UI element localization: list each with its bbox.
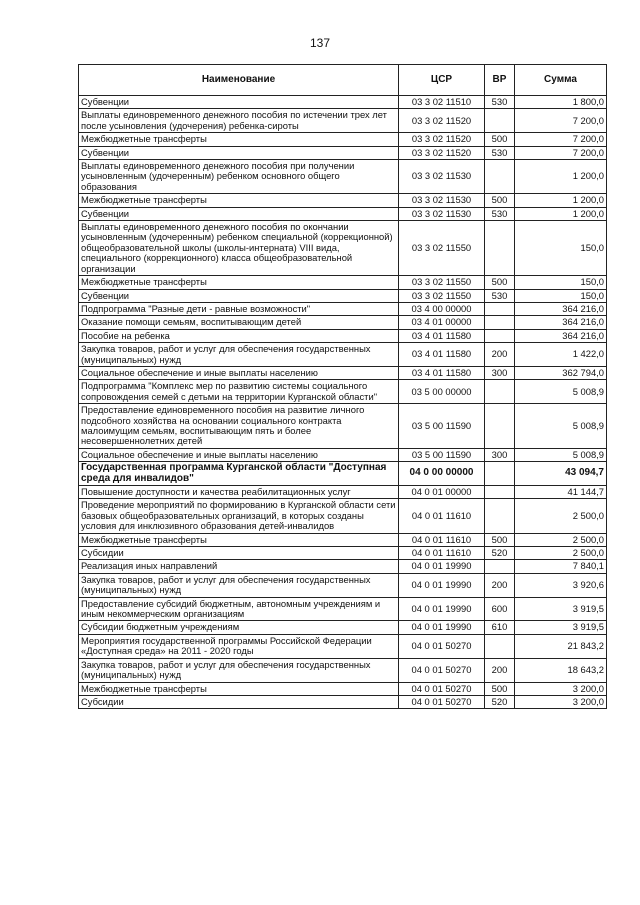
header-sum: Сумма: [515, 65, 607, 96]
table-row: [79, 316, 607, 329]
cell-vr: 500: [485, 133, 515, 146]
cell-csr: 03 3 02 11510: [399, 96, 485, 109]
cell-sum: 5 008,9: [515, 448, 607, 461]
cell-csr: 04 0 01 11610: [399, 547, 485, 560]
table-row: [79, 160, 607, 194]
header-csr: ЦСР: [399, 65, 485, 96]
cell-csr: 04 0 01 19990: [399, 597, 485, 621]
table-row: [79, 329, 607, 342]
cell-csr: 03 3 02 11550: [399, 289, 485, 302]
cell-sum: 7 840,1: [515, 560, 607, 573]
cell-vr: 600: [485, 597, 515, 621]
table-row: [79, 207, 607, 220]
cell-sum: 1 200,0: [515, 160, 607, 194]
cell-sum: 2 500,0: [515, 499, 607, 533]
table-row: [79, 194, 607, 207]
cell-vr: 530: [485, 207, 515, 220]
cell-vr: 200: [485, 658, 515, 682]
header-vr: ВР: [485, 65, 515, 96]
cell-vr: 520: [485, 695, 515, 708]
table-row: [79, 276, 607, 289]
cell-sum: 2 500,0: [515, 533, 607, 546]
budget-table: [78, 64, 607, 709]
cell-sum: 1 800,0: [515, 96, 607, 109]
cell-csr: 04 0 01 50270: [399, 658, 485, 682]
cell-vr: 200: [485, 343, 515, 367]
cell-vr: 300: [485, 448, 515, 461]
cell-vr: [485, 160, 515, 194]
table-row: [79, 533, 607, 546]
cell-sum: 3 919,5: [515, 621, 607, 634]
cell-csr: 03 5 00 11590: [399, 404, 485, 449]
table-row: [79, 486, 607, 499]
cell-vr: 500: [485, 194, 515, 207]
table-row: [79, 404, 607, 449]
cell-sum: 364 216,0: [515, 329, 607, 342]
cell-vr: 530: [485, 289, 515, 302]
cell-csr: 04 0 01 00000: [399, 486, 485, 499]
cell-name: Закупка товаров, работ и услуг для обеспечения государственных (муниципальных) нужд: [79, 343, 399, 367]
cell-sum: 1 422,0: [515, 343, 607, 367]
cell-sum: 5 008,9: [515, 380, 607, 404]
cell-sum: 3 200,0: [515, 695, 607, 708]
cell-sum: 1 200,0: [515, 194, 607, 207]
cell-name: Оказание помощи семьям, воспитывающим детей: [79, 316, 399, 329]
cell-csr: 03 4 01 11580: [399, 366, 485, 379]
cell-sum: 41 144,7: [515, 486, 607, 499]
cell-name: Подпрограмма "Комплекс мер по развитию системы социального сопровождения семей с детьми на территории Курганской области": [79, 380, 399, 404]
table-row: [79, 146, 607, 159]
cell-csr: 03 3 02 11530: [399, 194, 485, 207]
cell-sum: 18 643,2: [515, 658, 607, 682]
cell-name: Выплаты единовременного денежного пособия по окончании усыновленным (удочеренным) ребенком специальной (коррекционной) общеобразовательной школы (школы-интерната) VIII вида, специального (коррекционного) класса общеобразовательной организации: [79, 221, 399, 276]
cell-vr: [485, 462, 515, 486]
cell-name: Пособие на ребенка: [79, 329, 399, 342]
table-row: [79, 448, 607, 461]
cell-name: Закупка товаров, работ и услуг для обеспечения государственных (муниципальных) нужд: [79, 658, 399, 682]
cell-csr: 03 4 01 00000: [399, 316, 485, 329]
cell-sum: 3 920,6: [515, 573, 607, 597]
cell-name: Предоставление единовременного пособия на развитие личного подсобного хозяйства на основании социального контракта малоимущим семьям, воспитывающим пять и более несовершеннолетних детей: [79, 404, 399, 449]
cell-vr: [485, 329, 515, 342]
table-body: [79, 96, 607, 709]
cell-csr: 04 0 01 50270: [399, 634, 485, 658]
cell-vr: 530: [485, 146, 515, 159]
cell-sum: 21 843,2: [515, 634, 607, 658]
cell-sum: 7 200,0: [515, 146, 607, 159]
cell-csr: 03 3 02 11550: [399, 276, 485, 289]
cell-sum: 364 216,0: [515, 316, 607, 329]
header-name: Наименование: [79, 65, 399, 96]
cell-sum: 7 200,0: [515, 133, 607, 146]
cell-name: Субвенции: [79, 96, 399, 109]
cell-csr: 03 3 02 11520: [399, 146, 485, 159]
cell-sum: 7 200,0: [515, 109, 607, 133]
cell-vr: 200: [485, 573, 515, 597]
cell-sum: 150,0: [515, 221, 607, 276]
table-row: [79, 109, 607, 133]
cell-csr: 04 0 01 50270: [399, 695, 485, 708]
cell-sum: 3 200,0: [515, 682, 607, 695]
cell-vr: 530: [485, 96, 515, 109]
cell-csr: 04 0 01 19990: [399, 621, 485, 634]
cell-name: Межбюджетные трансферты: [79, 682, 399, 695]
table-row: [79, 343, 607, 367]
table-row: [79, 499, 607, 533]
cell-csr: 03 4 00 00000: [399, 302, 485, 315]
cell-csr: 03 3 02 11530: [399, 207, 485, 220]
table-row: [79, 289, 607, 302]
cell-name: Социальное обеспечение и иные выплаты населению: [79, 448, 399, 461]
table-row: [79, 96, 607, 109]
table-row: [79, 221, 607, 276]
cell-vr: 300: [485, 366, 515, 379]
cell-sum: 362 794,0: [515, 366, 607, 379]
cell-sum: 150,0: [515, 289, 607, 302]
cell-name: Выплаты единовременного денежного пособия по истечении трех лет после усыновления (удочерения) ребенка-сироты: [79, 109, 399, 133]
cell-csr: 03 5 00 11590: [399, 448, 485, 461]
cell-name: Реализация иных направлений: [79, 560, 399, 573]
cell-vr: [485, 302, 515, 315]
cell-sum: 1 200,0: [515, 207, 607, 220]
cell-name: Подпрограмма "Разные дети - равные возможности": [79, 302, 399, 315]
cell-name: Субвенции: [79, 289, 399, 302]
table-header-row: [79, 65, 607, 96]
cell-sum: 3 919,5: [515, 597, 607, 621]
cell-name: Выплаты единовременного денежного пособия при получении усыновленным (удочеренным) ребенком основного общего образования: [79, 160, 399, 194]
cell-vr: 610: [485, 621, 515, 634]
table-row: [79, 547, 607, 560]
cell-name: Межбюджетные трансферты: [79, 194, 399, 207]
cell-csr: 03 5 00 00000: [399, 380, 485, 404]
cell-csr: 03 3 02 11520: [399, 109, 485, 133]
cell-vr: 520: [485, 547, 515, 560]
cell-sum: 2 500,0: [515, 547, 607, 560]
cell-csr: 03 3 02 11530: [399, 160, 485, 194]
cell-name: Субсидии: [79, 547, 399, 560]
cell-name: Мероприятия государственной программы Российской Федерации «Доступная среда» на 2011 - 2020 годы: [79, 634, 399, 658]
cell-vr: [485, 404, 515, 449]
cell-csr: 04 0 00 00000: [399, 462, 485, 486]
cell-sum: 43 094,7: [515, 462, 607, 486]
cell-vr: [485, 109, 515, 133]
cell-name: Субвенции: [79, 146, 399, 159]
cell-name: Предоставление субсидий бюджетным, автономным учреждениям и иным некоммерческим организациям: [79, 597, 399, 621]
cell-vr: [485, 560, 515, 573]
cell-vr: 500: [485, 533, 515, 546]
cell-name: Субвенции: [79, 207, 399, 220]
cell-csr: 03 3 02 11550: [399, 221, 485, 276]
cell-vr: [485, 316, 515, 329]
cell-name: Субсидии: [79, 695, 399, 708]
cell-csr: 04 0 01 19990: [399, 560, 485, 573]
cell-csr: 04 0 01 19990: [399, 573, 485, 597]
cell-name: Закупка товаров, работ и услуг для обеспечения государственных (муниципальных) нужд: [79, 573, 399, 597]
table-row: [79, 658, 607, 682]
cell-sum: 150,0: [515, 276, 607, 289]
cell-name: Межбюджетные трансферты: [79, 533, 399, 546]
cell-name: Повышение доступности и качества реабилитационных услуг: [79, 486, 399, 499]
cell-vr: 500: [485, 682, 515, 695]
table-row: [79, 462, 607, 486]
cell-vr: [485, 499, 515, 533]
cell-name: Межбюджетные трансферты: [79, 276, 399, 289]
table-row: [79, 560, 607, 573]
cell-vr: [485, 380, 515, 404]
cell-name: Социальное обеспечение и иные выплаты населению: [79, 366, 399, 379]
cell-csr: 03 4 01 11580: [399, 329, 485, 342]
cell-csr: 03 3 02 11520: [399, 133, 485, 146]
table-row: [79, 366, 607, 379]
cell-vr: [485, 634, 515, 658]
cell-name: Межбюджетные трансферты: [79, 133, 399, 146]
cell-vr: [485, 486, 515, 499]
cell-csr: 03 4 01 11580: [399, 343, 485, 367]
table-row: [79, 573, 607, 597]
cell-vr: 500: [485, 276, 515, 289]
table-row: [79, 695, 607, 708]
table-row: [79, 133, 607, 146]
cell-sum: 364 216,0: [515, 302, 607, 315]
cell-name: Государственная программа Курганской области "Доступная среда для инвалидов": [79, 462, 399, 486]
table-row: [79, 634, 607, 658]
cell-sum: 5 008,9: [515, 404, 607, 449]
table-row: [79, 380, 607, 404]
cell-name: Проведение мероприятий по формированию в Курганской области сети базовых общеобразовательных организаций, в которых созданы условия для инклюзивного образования детей-инвалидов: [79, 499, 399, 533]
page-number: 137: [309, 36, 331, 50]
table-row: [79, 621, 607, 634]
cell-csr: 04 0 01 11610: [399, 533, 485, 546]
cell-csr: 04 0 01 50270: [399, 682, 485, 695]
cell-vr: [485, 221, 515, 276]
table-row: [79, 302, 607, 315]
table-row: [79, 682, 607, 695]
cell-name: Субсидии бюджетным учреждениям: [79, 621, 399, 634]
cell-csr: 04 0 01 11610: [399, 499, 485, 533]
table-row: [79, 597, 607, 621]
